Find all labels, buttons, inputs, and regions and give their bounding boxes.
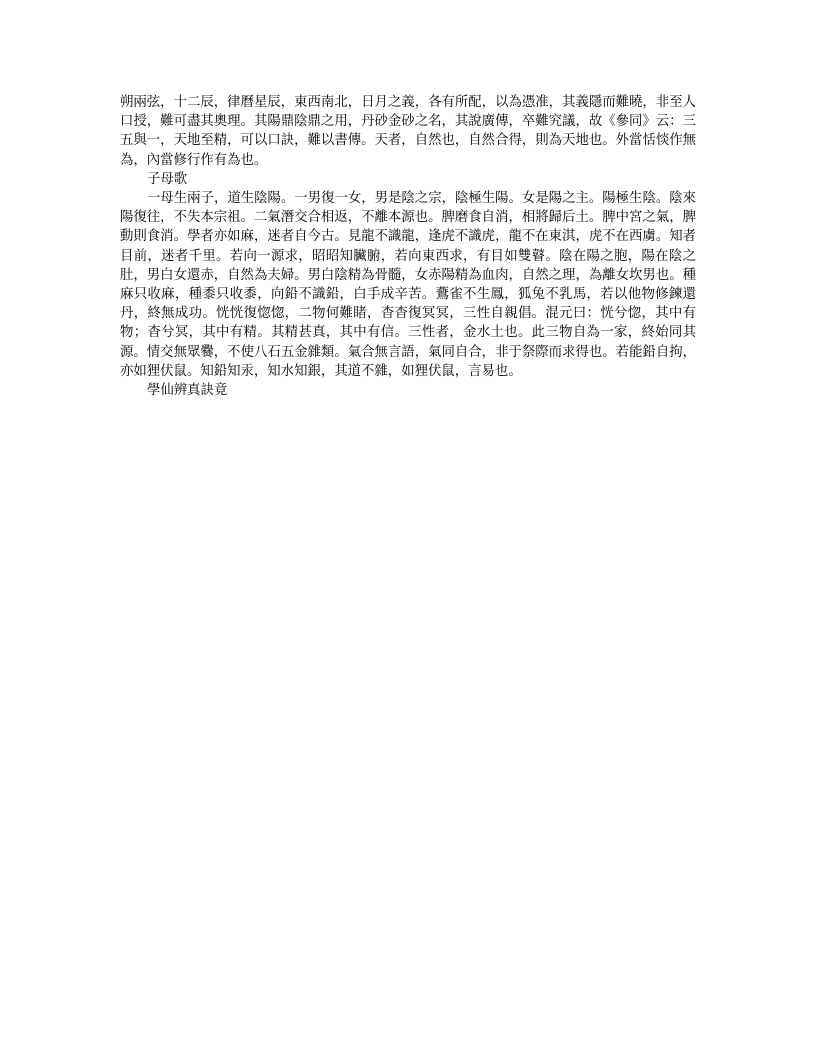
paragraph-1: 朔兩弦，十二辰，律曆星辰，東西南北，日月之義，各有所配，以為憑准，其義隱而難曉，非至人口授，難可盡其奧理。其陽鼎陰鼎之用，丹砂金砂之名，其說廣傳，卒難究議，故《參同》云：三五與一，天地至精，可以口訣，難以書傳。天者，自然也，自然合得，則為天地也。外當恬惔作無為，內當修行作有為也。 — [120, 95, 696, 168]
section-end-heading: 學仙辨真訣竟 — [147, 383, 228, 399]
paragraph-2: 一母生兩子，道生陰陽。一男復一女，男是陰之宗，陰極生陽。女是陽之主。陽極生陰。陰來陽復往，不失本宗祖。二氣潛交合相返，不離本源也。脾磨食自消，相將歸后土。脾中宮之氣，脾動則食消。學者亦如麻，迷者自今古。見龍不識龍，逢虎不識虎，龍不在東淇，虎不在西虜。知者目前，迷者千里。若向一源求，昭昭知臟腑，若向東西求，有目如雙瞽。陰在陽之胞，陽在陰之肚，男白女還赤，自然為夫婦。男白陰精為骨髓，女赤陽精為血肉，自然之理，為離女坎男也。種麻只收麻，種黍只收黍，向鉛不識鉛，白手成辛苦。鷰雀不生鳳，狐兔不乳馬，若以他物修鍊還丹，終無成功。恍恍復惚惚，二物何難睹，杳杳復冥冥，三性自親倡。混元曰：恍兮惚，其中有物；杳兮冥，其中有精。其精甚真，其中有信。三性者，金水土也。此三物自為一家，終始同其源。情交無眾爨，不使八石五金雜類。氣合無言語，氣同自合，非于祭際而求得也。若能鉛自拘，亦如狸伏鼠。知鉛知汞，知水知銀，其道不雜，如狸伏鼠，言易也。 — [120, 191, 697, 379]
section-heading-zimu-ge: 子母歌 — [147, 171, 188, 187]
document-page — [120, 93, 696, 400]
